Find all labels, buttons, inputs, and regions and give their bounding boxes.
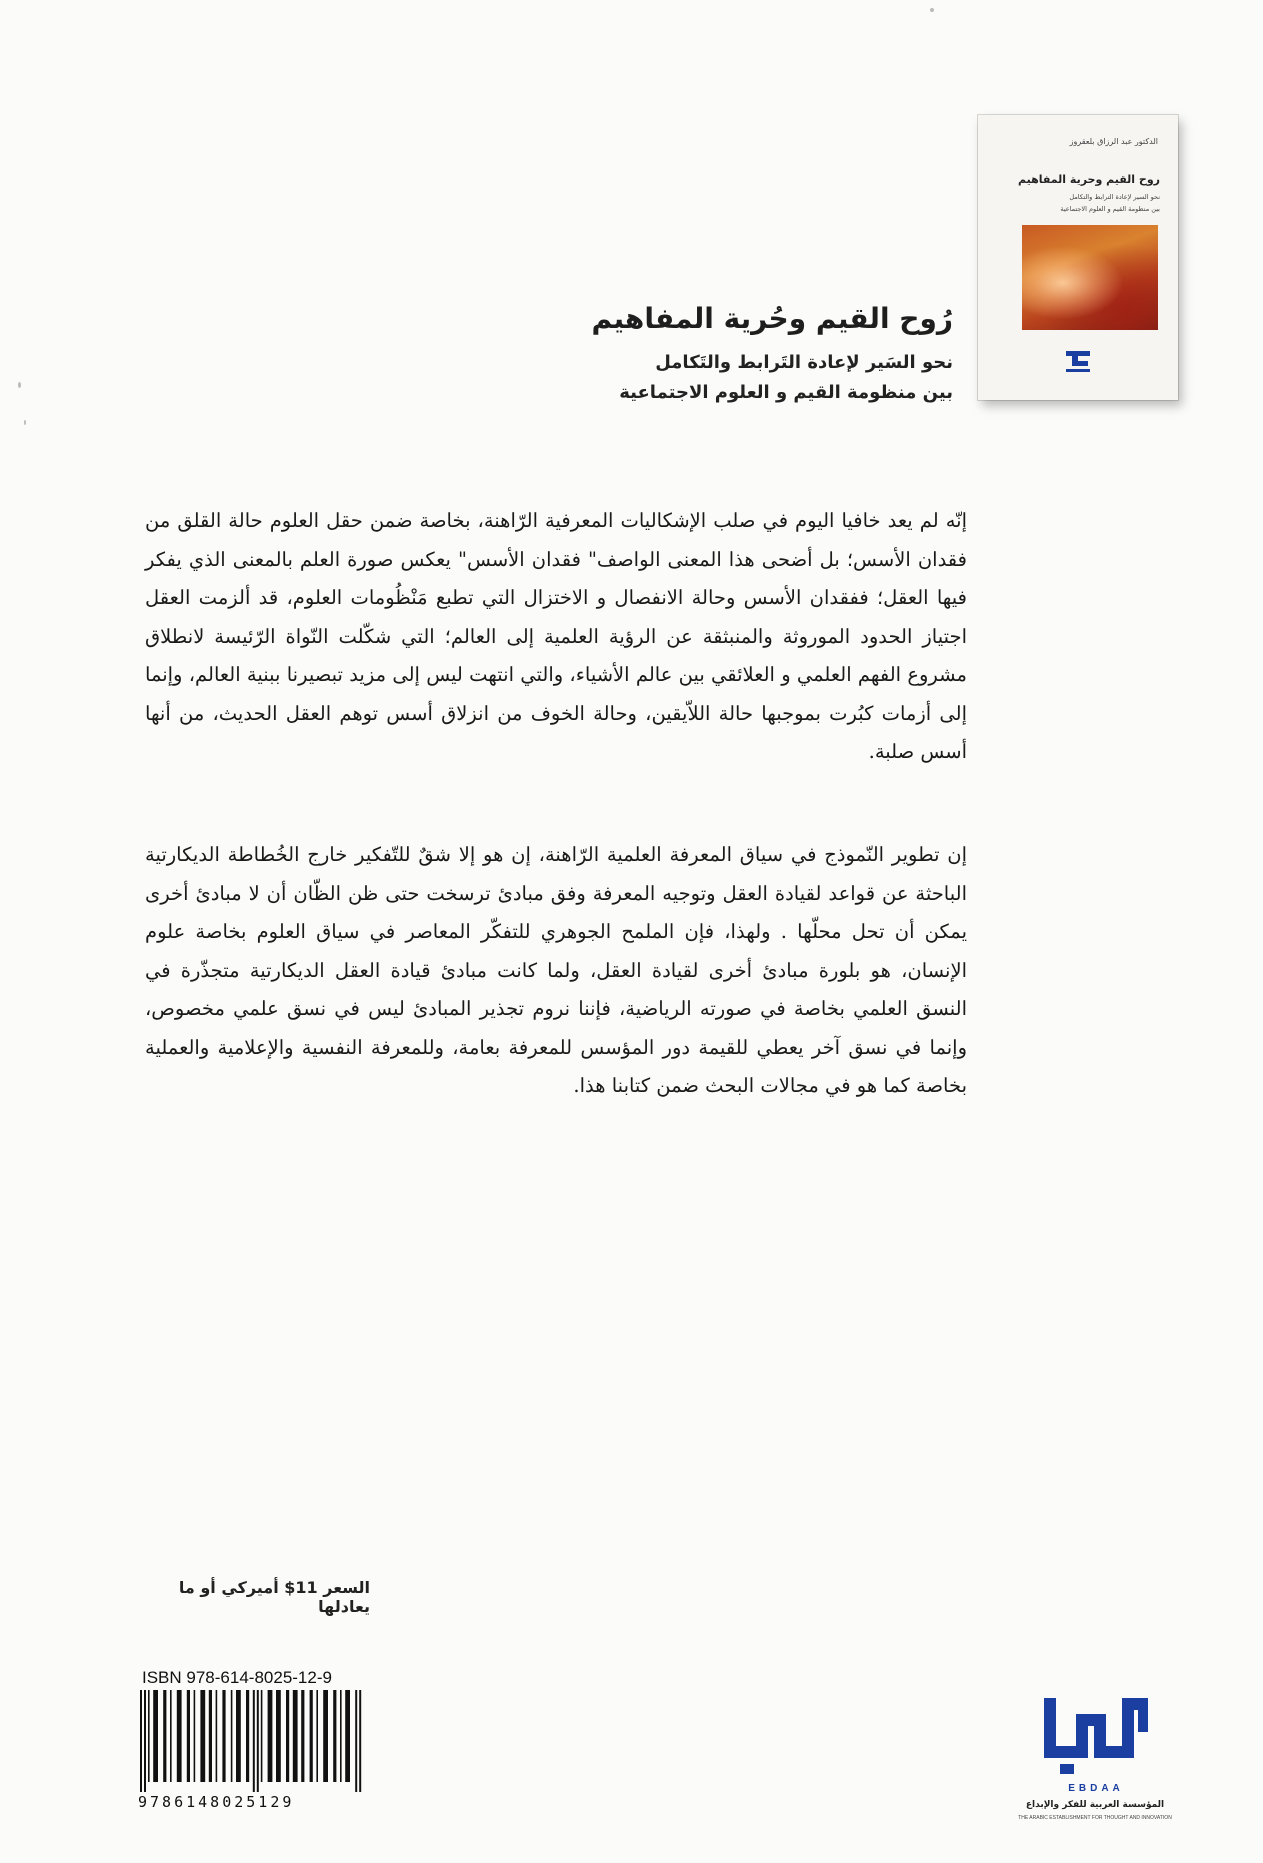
barcode-digits: 9786148025129 xyxy=(138,1793,295,1811)
publisher-name-en-full: THE ARABIC ESTABLISHMENT FOR THOUGHT AND INNOVATION xyxy=(1018,1815,1172,1821)
barcode-bar xyxy=(177,1690,182,1782)
barcode-bar xyxy=(231,1690,233,1782)
isbn-label: ISBN 978-614-8025-12-9 xyxy=(142,1668,332,1687)
price-label: السعر 11$ أميركي أو ما يعادلها xyxy=(178,1578,370,1616)
barcode-bar xyxy=(310,1690,313,1782)
barcode-bar xyxy=(200,1690,205,1782)
barcode-bar xyxy=(333,1690,336,1782)
barcode-bar xyxy=(286,1690,289,1782)
barcode-bar xyxy=(144,1690,146,1792)
barcode-bar xyxy=(355,1690,357,1792)
paragraph-text: إن تطوير النّموذج في سياق المعرفة العلمية الرّاهنة، إن هو إلا شقٌ للتّفكير خارج الخُطاطة الديكارتية الباحثة عن قواعد لقيادة العقل وتوجيه المعرفة وفق مبادئ ترسخت حتى ظن الظّان أن لا مبادئ أخرى يمكن أن تحل محلّها . ولهذا، فإن الملمح الجوهري للتفكّر المعاصر في سياق العلوم بخاصة علوم الإنسان، هو بلورة مبادئ أخرى لقيادة العقل، ولما كانت مبادئ قيادة العقل الديكارتية متجذّرة في النسق العلمي بخاصة في صورته الرياضية، فإننا نروم تجذير المبادئ ليس في نسق علمي مخصوص، وإنما في نسق آخر يعطي للقيمة دور المؤسس للمعرفة بعامة، وللمعرفة النفسية والإعلامية والعملية بخاصة كما هو في مجالات البحث ضمن كتابنا هذا. xyxy=(145,843,967,1097)
barcode-bar xyxy=(345,1690,350,1782)
publisher-name-ar: المؤسسة العربية للفكر والإبداع xyxy=(1025,1800,1165,1810)
barcode-bar xyxy=(316,1690,318,1782)
publisher-logo-icon xyxy=(1030,1688,1162,1780)
paper-speck xyxy=(930,8,934,12)
barcode-bar xyxy=(187,1690,190,1782)
book-subtitle: نحو السَير لإعادة التَرابط والتَكامل xyxy=(655,352,953,373)
barcode-bar xyxy=(153,1690,158,1782)
book-subtitle: بين منظومة القيم و العلوم الاجتماعية xyxy=(619,382,953,403)
cover-painting xyxy=(1022,225,1158,330)
barcode-bar xyxy=(359,1690,361,1792)
barcode-bar xyxy=(257,1690,259,1792)
thumbnail-title: روح القيم وحرية المفاهيم xyxy=(1018,173,1160,186)
barcode-bar xyxy=(293,1690,298,1782)
publisher-logo-small-icon xyxy=(1060,347,1096,377)
thumbnail-subtitle: نحو السير لإعادة الترابط والتكامل xyxy=(1069,193,1160,201)
thumbnail-author: الدكتور عبد الرزاق بلعقروز xyxy=(1069,137,1158,146)
blurb-paragraph-2 xyxy=(145,836,967,1106)
barcode-bar xyxy=(253,1690,255,1792)
barcode-bar xyxy=(148,1690,150,1782)
barcode-bar xyxy=(209,1690,212,1782)
barcode-bar xyxy=(301,1690,304,1782)
barcode-bar xyxy=(268,1690,273,1782)
barcode-bar xyxy=(261,1690,263,1782)
barcode-bar xyxy=(216,1690,218,1782)
paper-speck xyxy=(24,420,26,425)
barcode-bar xyxy=(323,1690,328,1782)
thumbnail-subtitle: بين منظومة القيم و العلوم الاجتماعية xyxy=(1060,205,1160,213)
barcode-bar xyxy=(340,1690,342,1782)
paragraph-text: إنّه لم يعد خافيا اليوم في صلب الإشكاليات المعرفية الرّاهنة، بخاصة ضمن حقل العلوم حالة القلق من فقدان الأسس؛ بل أضحى هذا المعنى الواصف" فقدان الأسس" يعكس صورة العلم بالمعنى الذي يفكر فيها العقل؛ ففقدان الأسس وحالة الانفصال و الاختزال التي تطبع مَنْظُومات العلوم، قد ألزمت العقل اجتياز الحدود الموروثة والمنبثقة عن الرؤية العلمية إلى العالم؛ التي شكّلت النّواة الرّئيسة لانطلاق مشروع الفهم العلمي و العلائقي بين عالم الأشياء، والتي انتهت ليس إلى مزيد تبصيرنا ببنية العالم، وإنما إلى أزمات كبُرت بموجبها حالة اللاّيقين، وحالة الخوف من انزلاق أسس توهم العقل الحديث، من أنها أسس صلبة. xyxy=(145,509,967,763)
barcode-bar xyxy=(246,1690,249,1782)
book-title: رُوح القيم وحُرية المفاهيم xyxy=(591,302,953,335)
paper-speck xyxy=(18,382,21,388)
barcode xyxy=(138,1690,378,1792)
barcode-bar xyxy=(163,1690,166,1782)
barcode-bar xyxy=(170,1690,172,1782)
barcode-bar xyxy=(194,1690,196,1782)
barcode-bar xyxy=(276,1690,281,1782)
publisher-name-en: EBDAA xyxy=(1068,1783,1124,1794)
barcode-bar xyxy=(222,1690,225,1782)
book-cover-thumbnail xyxy=(978,115,1178,400)
barcode-bar xyxy=(140,1690,142,1792)
blurb-paragraph-1 xyxy=(145,502,967,772)
barcode-bar xyxy=(236,1690,241,1782)
title-block xyxy=(353,300,953,408)
